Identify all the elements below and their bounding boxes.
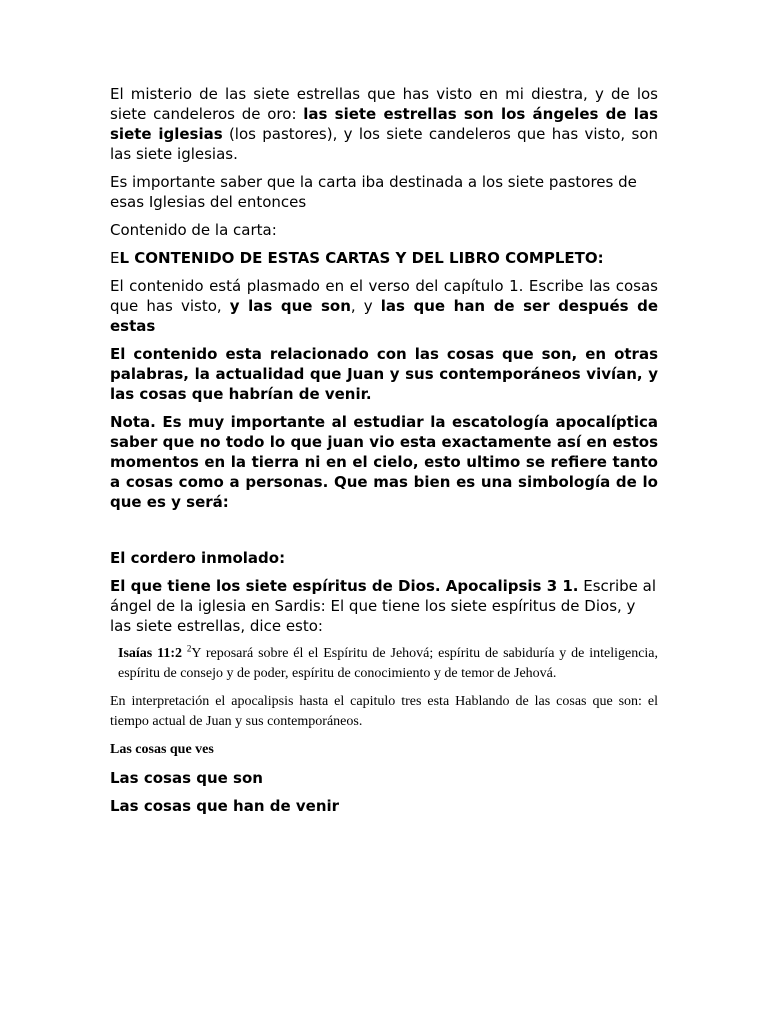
paragraph-letter-destination: Es importante saber que la carta iba destinada a los siete pastores de esas Iglesias del entonces [110, 173, 637, 211]
heading-text: L CONTENIDO DE ESTAS CARTAS Y DEL LIBRO COMPLETO: [119, 249, 604, 267]
verse-reference: Isaías 11:2 [118, 646, 182, 661]
paragraph-bold-text: y las que son [229, 297, 351, 315]
verse-text: Y reposará sobre él el Espíritu de Jehová; espíritu de sabiduría y de inteligencia, espíritu de consejo y de poder, espíritu de conocimiento y de temor de Jehová. [118, 646, 659, 681]
paragraph-text: El contenido está plasmado en el verso del capítulo 1. Escribe las cosas que has visto, [110, 277, 658, 315]
list-item-things-that-are: Las cosas que son [110, 769, 263, 787]
section-heading [110, 248, 658, 268]
paragraph-text: Escribe al ángel de la iglesia en Sardis: El que tiene los siete espíritus de Dios, y las siete estrellas, dice esto: [110, 577, 657, 635]
paragraph-text: El misterio de las siete estrellas que has visto en mi diestra, y de los siete candeleros de oro: [110, 85, 658, 123]
heading-first-letter: E [110, 249, 120, 267]
paragraph-seven-stars [110, 84, 658, 164]
spacer [110, 520, 658, 548]
paragraph-isaiah-quote [110, 644, 658, 684]
paragraph-text: , y [350, 297, 381, 315]
list-item-things-seen: Las cosas que ves [110, 742, 214, 757]
paragraph-lamb: El cordero inmolado: [110, 549, 286, 567]
paragraph-text: (los pastores), y los siete candeleros que has visto, son las siete iglesias. [110, 125, 658, 163]
paragraph-bold-text: las siete estrellas son los ángeles de las siete iglesias [110, 105, 658, 143]
document-page [110, 84, 658, 824]
paragraph-content-related: El contenido esta relacionado con las cosas que son, en otras palabras, la actualidad que Juan y sus contemporáneos vivían, y las cosas que habrían de venir. [110, 345, 658, 403]
paragraph-bold-text: El que tiene los siete espíritus de Dios. Apocalipsis 3 1. [110, 577, 579, 595]
paragraph-content-verse [110, 276, 658, 336]
verse-number: 2 [186, 643, 192, 654]
paragraph-note: Nota. Es muy importante al estudiar la escatología apocalíptica saber que no todo lo que juan vio esta exactamente así en estos momentos en la tierra ni en el cielo, esto ultimo se refiere tanto a cosas como a personas. Que mas bien es una simbología de lo que es y será: [110, 413, 658, 511]
paragraph-interpretation: En interpretación el apocalipsis hasta el capitulo tres esta Hablando de las cosas que son: el tiempo actual de Juan y sus contemporáneos. [110, 694, 658, 729]
list-item-things-to-come: Las cosas que han de venir [110, 797, 340, 815]
paragraph-letter-content-label: Contenido de la carta: [110, 221, 277, 239]
paragraph-seven-spirits [110, 576, 658, 636]
paragraph-bold-text: las que han de ser después de estas [110, 297, 659, 335]
